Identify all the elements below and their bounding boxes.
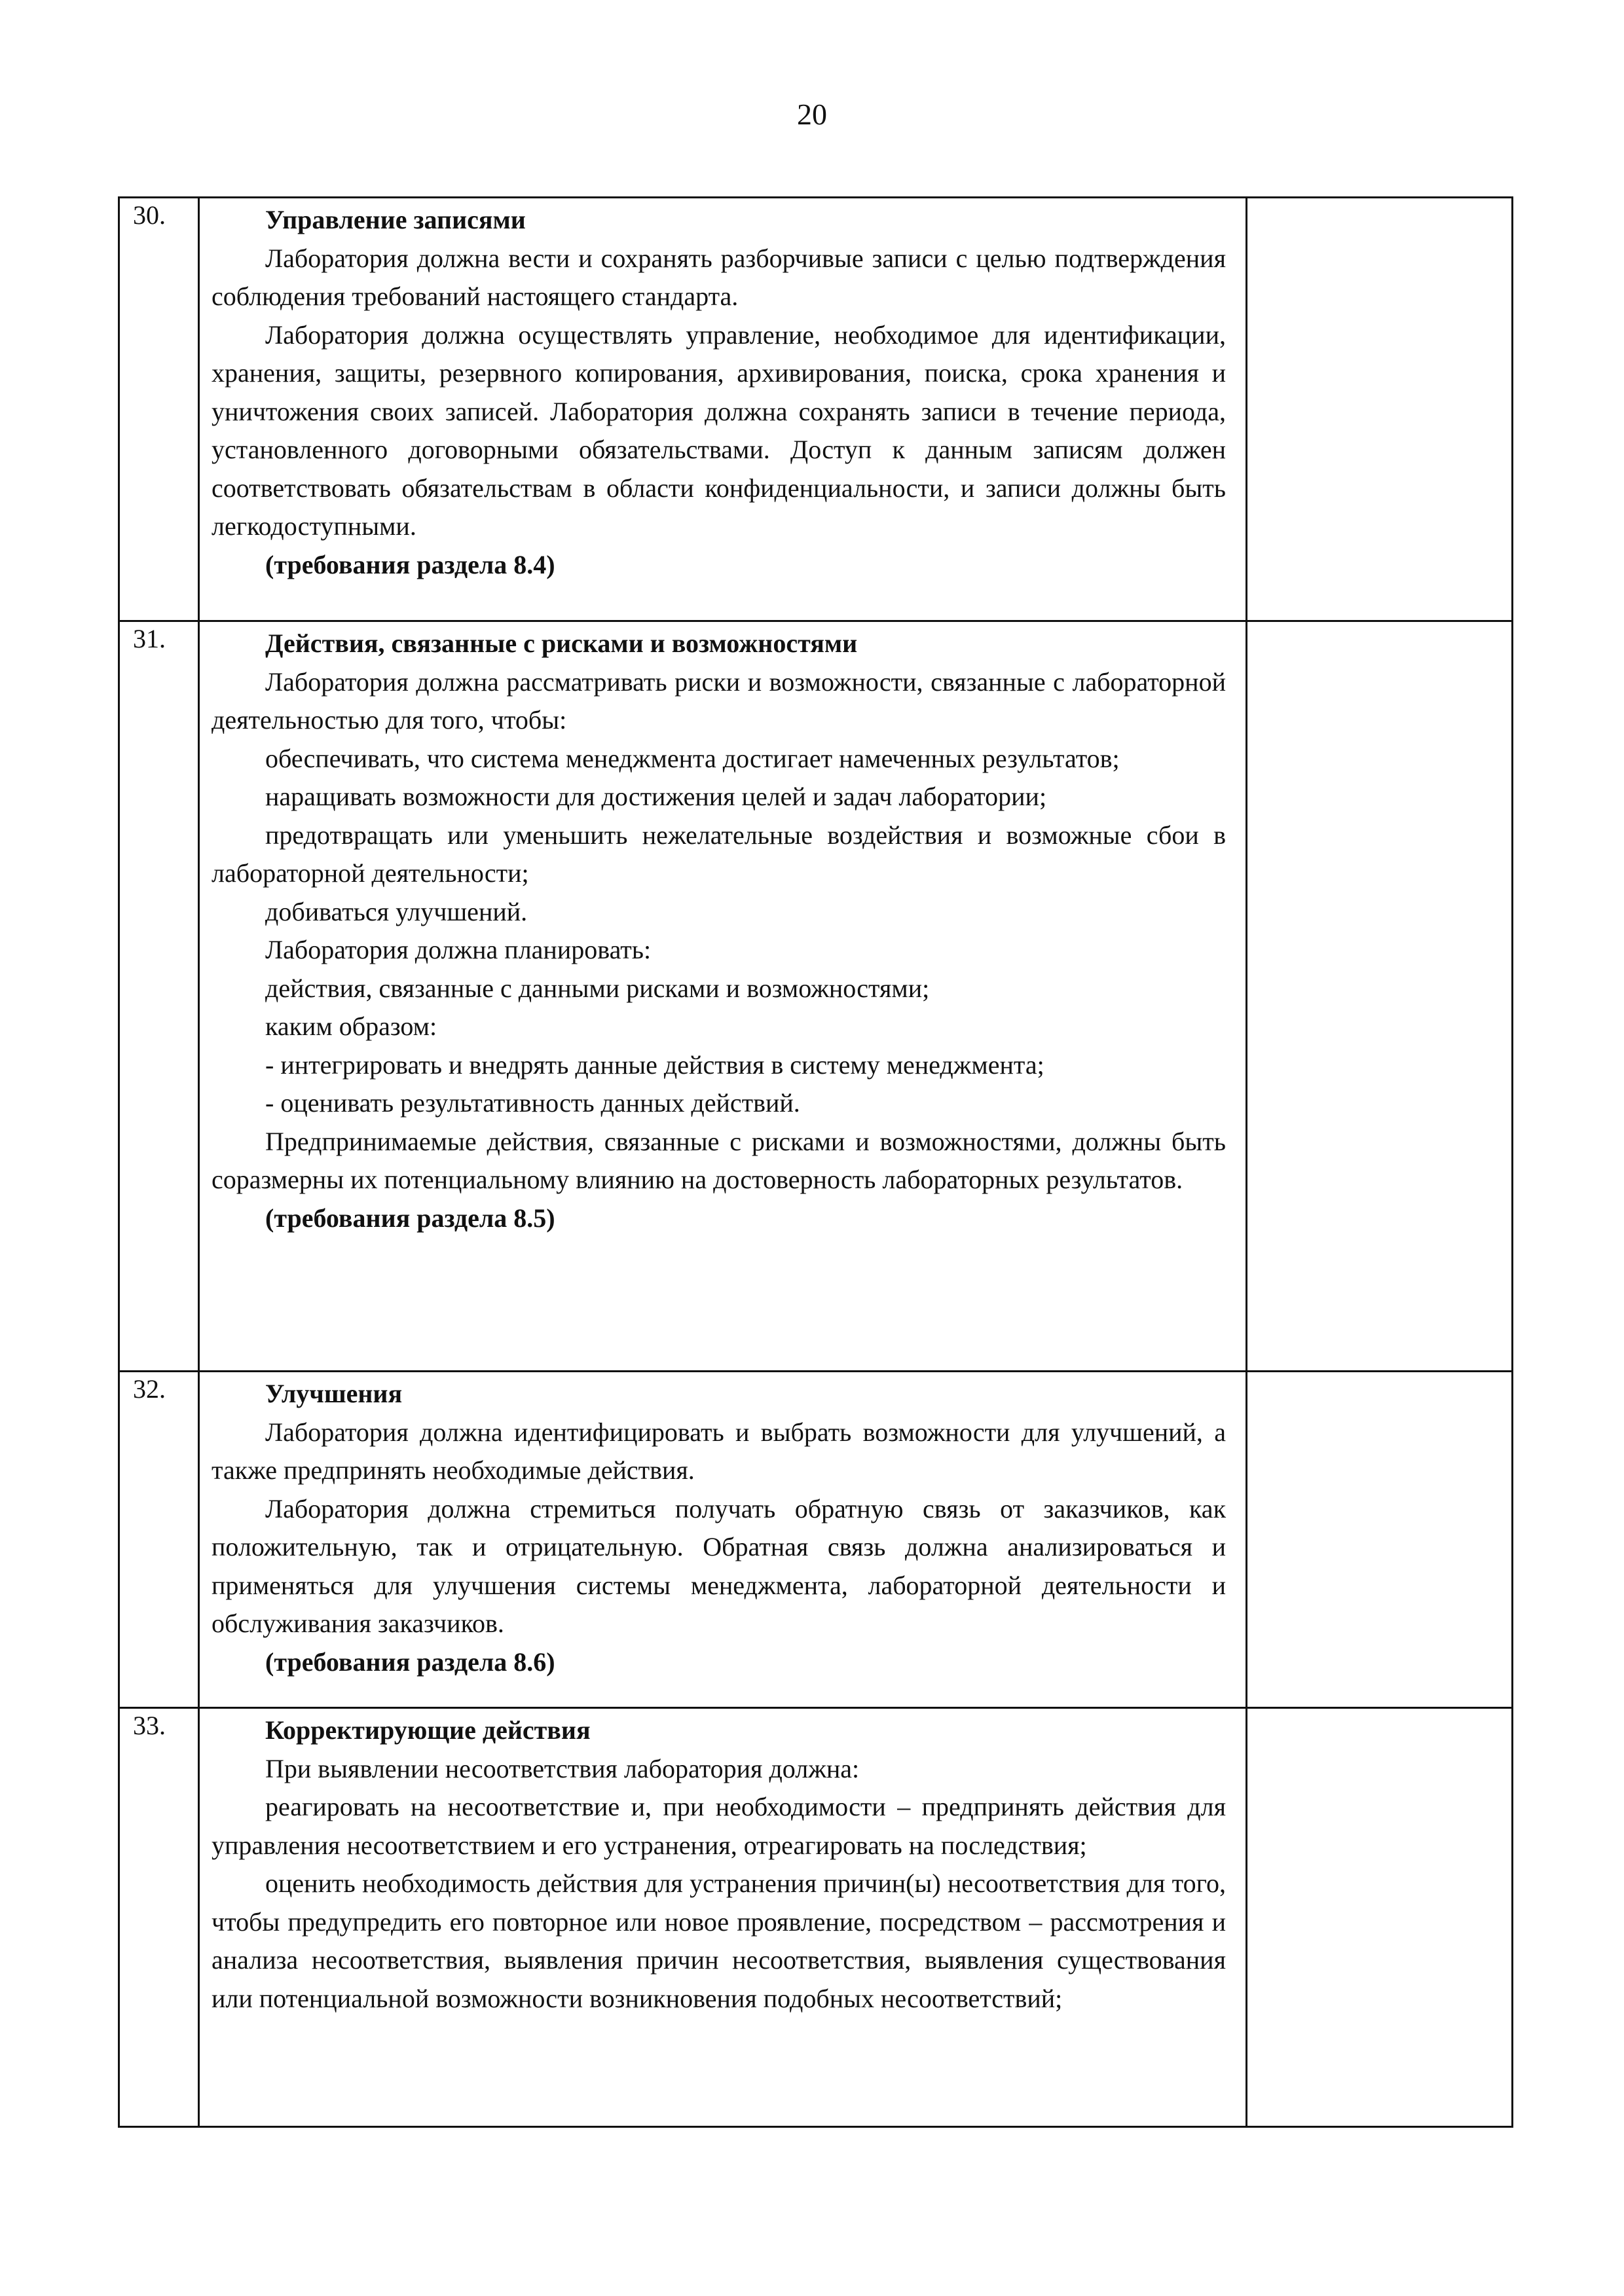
section-reference: (требования раздела 8.6) (265, 1647, 555, 1677)
paragraph: наращивать возможности для достижения целей и задач лаборатории; (265, 782, 1047, 811)
section-title: Действия, связанные с рисками и возможностями (265, 629, 858, 658)
paragraph: обеспечивать, что система менеджмента достигает намеченных результатов; (265, 743, 1120, 773)
section-reference: (требования раздела 8.5) (265, 1203, 555, 1233)
section-title: Улучшения (265, 1379, 403, 1408)
row-number: 33. (119, 1708, 199, 2127)
requirements-table (118, 196, 1513, 2128)
empty-cell (1247, 621, 1513, 1372)
paragraph: Лаборатория должна планировать: (265, 935, 652, 964)
section-title: Управление записями (265, 205, 526, 234)
paragraph: оценить необходимость действия для устранения причин(ы) несоответствия для того, чтобы предупредить его повторное или новое проявление, посредством – рассмотрения и анализа несоответствия, выявления причин несоответствия, выявления существования или потенциальной возможности возникновения подобных несоответствий; (212, 1868, 1226, 2013)
row-number: 31. (119, 621, 199, 1372)
paragraph: Лаборатория должна идентифицировать и выбрать возможности для улучшений, а также предпринять необходимые действия. (212, 1417, 1226, 1485)
empty-cell (1247, 198, 1513, 621)
requirement-text (199, 621, 1247, 1372)
table-row (119, 1708, 1513, 2127)
paragraph: Предпринимаемые действия, связанные с рисками и возможностями, должны быть соразмерны их потенциальному влиянию на достоверность лабораторных результатов. (212, 1126, 1226, 1194)
section-title: Корректирующие действия (265, 1715, 591, 1745)
requirement-text (199, 1708, 1247, 2127)
section-reference: (требования раздела 8.4) (265, 549, 555, 579)
paragraph: - оценивать результативность данных действий. (265, 1088, 800, 1118)
paragraph: Лаборатория должна рассматривать риски и возможности, связанные с лабораторной деятельностью для того, чтобы: (212, 666, 1226, 735)
paragraph: реагировать на несоответствие и, при необходимости – предпринять действия для управления несоответствием и его устранения, отреагировать на последствия; (212, 1792, 1226, 1860)
requirement-text (199, 198, 1247, 621)
empty-cell (1247, 1708, 1513, 2127)
paragraph: - интегрировать и внедрять данные действия в систему менеджмента; (265, 1049, 1044, 1080)
paragraph: Лаборатория должна стремиться получать обратную связь от заказчиков, как положительную, так и отрицательную. Обратная связь должна анализироваться и применяться для улучшения системы менеджмента, лабораторной деятельности и обслуживания заказчиков. (212, 1493, 1226, 1638)
row-number: 32. (119, 1372, 199, 1708)
paragraph: Лаборатория должна вести и сохранять разборчивые записи с целью подтверждения соблюдения требований настоящего стандарта. (212, 243, 1226, 311)
row-number: 30. (119, 198, 199, 621)
paragraph: предотвращать или уменьшить нежелательные воздействия и возможные сбои в лабораторной деятельности; (212, 820, 1226, 888)
paragraph: действия, связанные с данными рисками и возможностями; (265, 973, 930, 1003)
paragraph: каким образом: (265, 1011, 437, 1041)
table-row (119, 1372, 1513, 1708)
page-number: 20 (797, 98, 827, 131)
paragraph: Лаборатория должна осуществлять управление, необходимое для идентификации, хранения, защиты, резервного копирования, архивирования, поиска, срока хранения и уничтожения своих записей. Лаборатория должна сохранять записи в течение периода, установленного договорными обязательствами. Доступ к данным записям должен соответствовать обязательствам в области конфиденциальности, и записи должны быть легкодоступными. (212, 319, 1226, 541)
empty-cell (1247, 1372, 1513, 1708)
requirement-text (199, 1372, 1247, 1708)
table-row (119, 198, 1513, 621)
table-row (119, 621, 1513, 1372)
paragraph: добиваться улучшений. (265, 896, 528, 926)
paragraph: При выявлении несоответствия лаборатория должна: (265, 1753, 860, 1783)
